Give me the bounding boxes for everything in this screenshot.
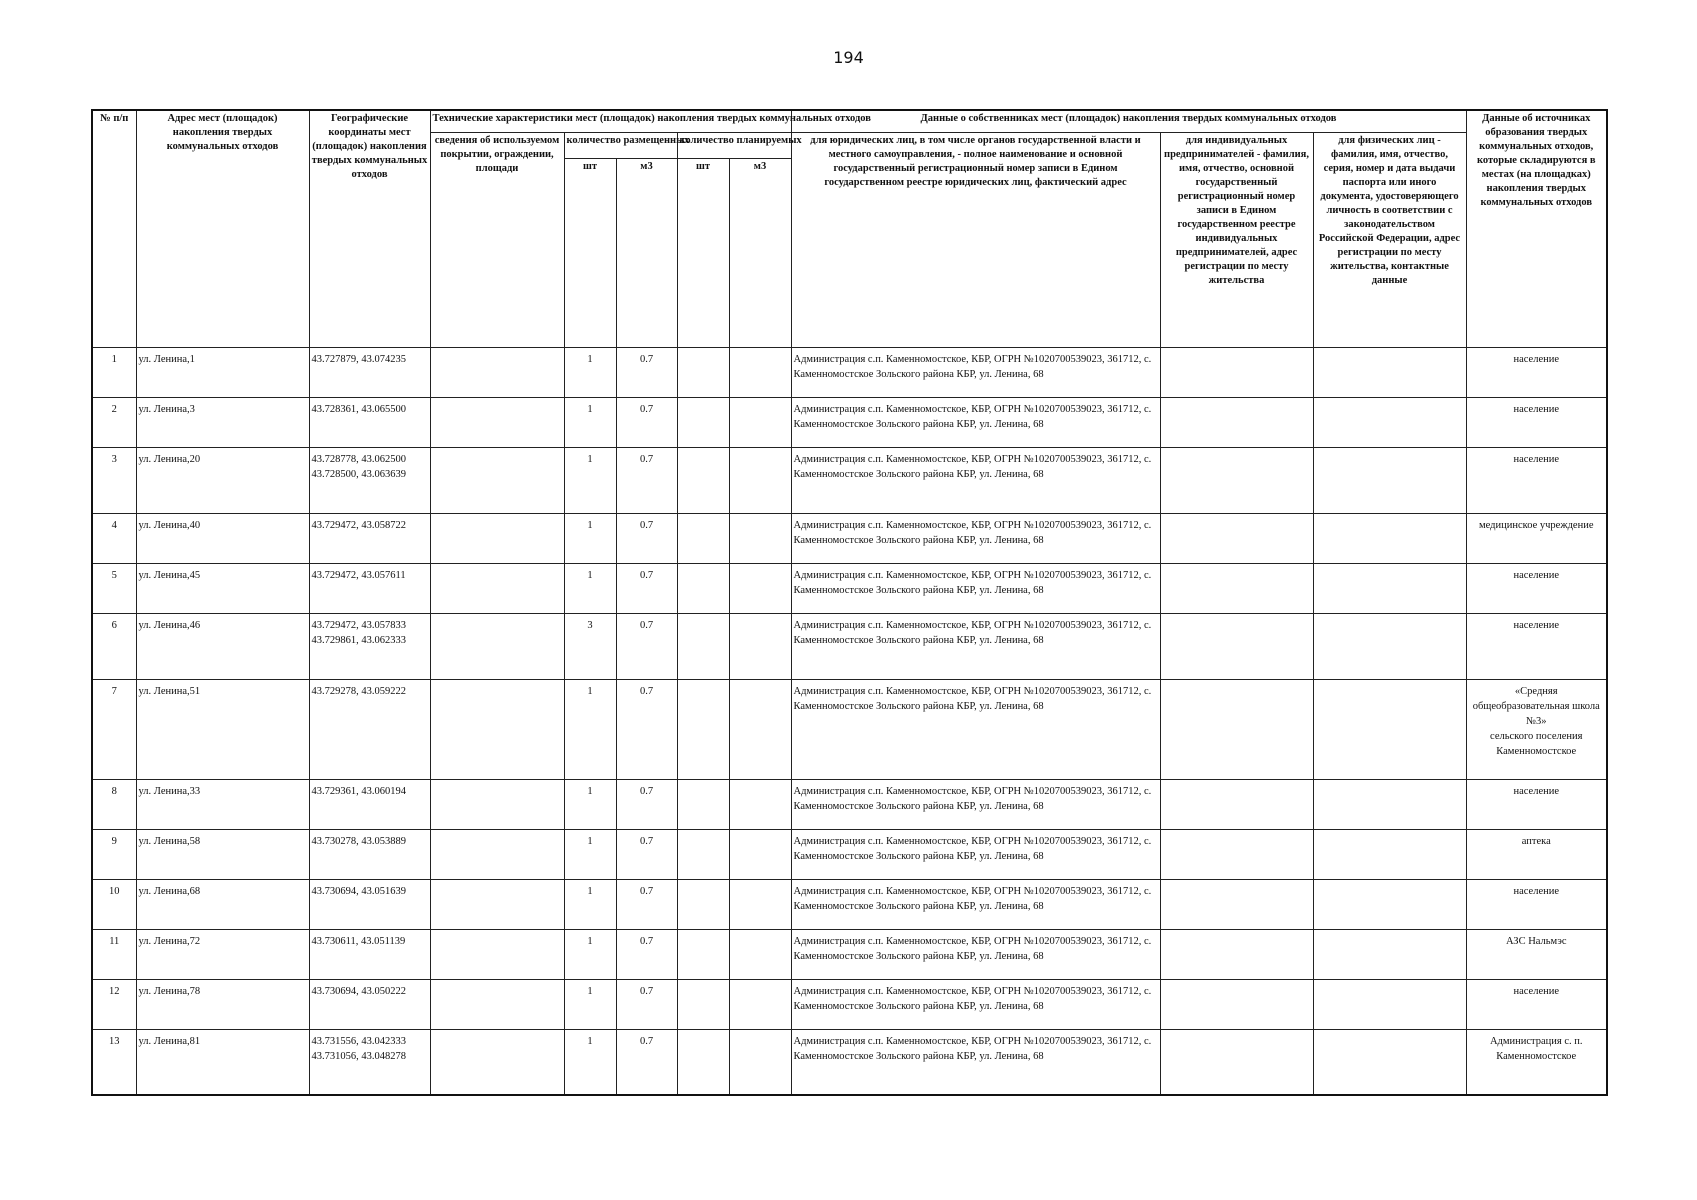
cell-address: ул. Ленина,78	[136, 979, 309, 1029]
cell-address: ул. Ленина,51	[136, 679, 309, 779]
cell-planned-m3	[729, 613, 791, 679]
cell-planned-pcs	[677, 879, 729, 929]
cell-tech-cover	[430, 779, 564, 829]
cell-owner-legal: Администрация с.п. Каменномостское, КБР, ОГРН №1020700539023, 361712, с. Каменномостское Зольского района КБР, ул. Ленина, 68	[791, 513, 1160, 563]
waste-sites-registry-table	[91, 109, 1608, 1096]
cell-owner-ip	[1160, 979, 1313, 1029]
cell-planned-pcs	[677, 563, 729, 613]
cell-planned-m3	[729, 347, 791, 397]
cell-num: 5	[92, 563, 136, 613]
cell-placed-m3: 0.7	[616, 929, 677, 979]
header-qty-placed: количество размещенных	[564, 132, 677, 158]
cell-num: 12	[92, 979, 136, 1029]
cell-source: население	[1466, 447, 1607, 513]
cell-coords: 43.728361, 43.065500	[309, 397, 430, 447]
cell-coords: 43.730694, 43.050222	[309, 979, 430, 1029]
cell-planned-m3	[729, 513, 791, 563]
cell-num: 1	[92, 347, 136, 397]
cell-num: 2	[92, 397, 136, 447]
cell-planned-pcs	[677, 1029, 729, 1095]
table-row	[92, 829, 1607, 879]
cell-owner-legal: Администрация с.п. Каменномостское, КБР, ОГРН №1020700539023, 361712, с. Каменномостское Зольского района КБР, ул. Ленина, 68	[791, 979, 1160, 1029]
cell-owner-ip	[1160, 513, 1313, 563]
header-coords: Географические координаты мест (площадок) накопления твердых коммунальных отходов	[309, 110, 430, 347]
cell-num: 13	[92, 1029, 136, 1095]
cell-coords: 43.727879, 43.074235	[309, 347, 430, 397]
cell-owner-ip	[1160, 563, 1313, 613]
cell-coords: 43.730694, 43.051639	[309, 879, 430, 929]
cell-address: ул. Ленина,40	[136, 513, 309, 563]
cell-placed-m3: 0.7	[616, 397, 677, 447]
cell-address: ул. Ленина,72	[136, 929, 309, 979]
cell-owner-legal: Администрация с.п. Каменномостское, КБР, ОГРН №1020700539023, 361712, с. Каменномостское Зольского района КБР, ул. Ленина, 68	[791, 779, 1160, 829]
cell-address: ул. Ленина,45	[136, 563, 309, 613]
cell-placed-pcs: 1	[564, 979, 616, 1029]
cell-tech-cover	[430, 829, 564, 879]
cell-address: ул. Ленина,81	[136, 1029, 309, 1095]
cell-owner-ip	[1160, 347, 1313, 397]
cell-planned-m3	[729, 979, 791, 1029]
table-row	[92, 347, 1607, 397]
table-row	[92, 979, 1607, 1029]
cell-owner-ip	[1160, 879, 1313, 929]
cell-coords: 43.731556, 43.042333 43.731056, 43.048278	[309, 1029, 430, 1095]
cell-placed-m3: 0.7	[616, 879, 677, 929]
cell-planned-pcs	[677, 979, 729, 1029]
cell-owner-legal: Администрация с.п. Каменномостское, КБР, ОГРН №1020700539023, 361712, с. Каменномостское Зольского района КБР, ул. Ленина, 68	[791, 679, 1160, 779]
cell-source: население	[1466, 347, 1607, 397]
cell-address: ул. Ленина,46	[136, 613, 309, 679]
cell-tech-cover	[430, 447, 564, 513]
cell-owner-ip	[1160, 829, 1313, 879]
cell-planned-m3	[729, 929, 791, 979]
cell-tech-cover	[430, 879, 564, 929]
cell-placed-m3: 0.7	[616, 979, 677, 1029]
cell-owner-ip	[1160, 779, 1313, 829]
cell-placed-m3: 0.7	[616, 679, 677, 779]
cell-placed-pcs: 1	[564, 829, 616, 879]
cell-coords: 43.728778, 43.062500 43.728500, 43.063639	[309, 447, 430, 513]
cell-owner-phys	[1313, 879, 1466, 929]
cell-coords: 43.729472, 43.058722	[309, 513, 430, 563]
cell-address: ул. Ленина,20	[136, 447, 309, 513]
cell-num: 4	[92, 513, 136, 563]
header-placed-pcs: шт	[564, 158, 616, 347]
header-owners-ip: для индивидуальных предпринимателей - фамилия, имя, отчество, основной государственный регистрационный номер записи в Едином государственном реестре индивидуальных предпринимателей, адрес регистрации по месту жительства	[1160, 132, 1313, 347]
table-row	[92, 513, 1607, 563]
header-owners-group: Данные о собственниках мест (площадок) накопления твердых коммунальных отходов	[791, 110, 1466, 132]
cell-num: 3	[92, 447, 136, 513]
header-num: № п/п	[92, 110, 136, 347]
cell-source: «Средняя общеобразовательная школа №3» сельского поселения Каменномостское	[1466, 679, 1607, 779]
cell-placed-pcs: 1	[564, 563, 616, 613]
cell-placed-m3: 0.7	[616, 447, 677, 513]
cell-planned-pcs	[677, 347, 729, 397]
cell-placed-m3: 0.7	[616, 513, 677, 563]
cell-planned-pcs	[677, 779, 729, 829]
cell-owner-phys	[1313, 513, 1466, 563]
table-body	[92, 347, 1607, 1095]
header-sources: Данные об источниках образования твердых коммунальных отходов, которые складируются в местах (на площадках) накопления твердых коммунальных отходов	[1466, 110, 1607, 347]
table-row	[92, 779, 1607, 829]
cell-num: 11	[92, 929, 136, 979]
cell-owner-phys	[1313, 1029, 1466, 1095]
cell-owner-legal: Администрация с.п. Каменномостское, КБР, ОГРН №1020700539023, 361712, с. Каменномостское Зольского района КБР, ул. Ленина, 68	[791, 613, 1160, 679]
cell-tech-cover	[430, 513, 564, 563]
cell-source: аптека	[1466, 829, 1607, 879]
table-row	[92, 929, 1607, 979]
header-tech-group: Технические характеристики мест (площадок) накопления твердых коммунальных отходов	[430, 110, 791, 132]
cell-owner-ip	[1160, 929, 1313, 979]
cell-address: ул. Ленина,33	[136, 779, 309, 829]
cell-planned-pcs	[677, 447, 729, 513]
cell-placed-pcs: 1	[564, 513, 616, 563]
cell-planned-m3	[729, 879, 791, 929]
cell-owner-phys	[1313, 779, 1466, 829]
cell-placed-pcs: 1	[564, 1029, 616, 1095]
cell-num: 10	[92, 879, 136, 929]
cell-owner-phys	[1313, 929, 1466, 979]
cell-source: население	[1466, 779, 1607, 829]
cell-owner-legal: Администрация с.п. Каменномостское, КБР, ОГРН №1020700539023, 361712, с. Каменномостское Зольского района КБР, ул. Ленина, 68	[791, 397, 1160, 447]
cell-owner-phys	[1313, 679, 1466, 779]
cell-source: население	[1466, 397, 1607, 447]
cell-planned-m3	[729, 397, 791, 447]
cell-owner-legal: Администрация с.п. Каменномостское, КБР, ОГРН №1020700539023, 361712, с. Каменномостское Зольского района КБР, ул. Ленина, 68	[791, 447, 1160, 513]
cell-tech-cover	[430, 563, 564, 613]
cell-num: 7	[92, 679, 136, 779]
cell-coords: 43.729361, 43.060194	[309, 779, 430, 829]
cell-owner-phys	[1313, 563, 1466, 613]
cell-planned-pcs	[677, 679, 729, 779]
cell-tech-cover	[430, 679, 564, 779]
table-row	[92, 613, 1607, 679]
cell-address: ул. Ленина,68	[136, 879, 309, 929]
cell-coords: 43.729278, 43.059222	[309, 679, 430, 779]
cell-owner-phys	[1313, 979, 1466, 1029]
cell-planned-pcs	[677, 829, 729, 879]
cell-planned-m3	[729, 447, 791, 513]
cell-placed-m3: 0.7	[616, 779, 677, 829]
cell-owner-ip	[1160, 679, 1313, 779]
cell-owner-legal: Администрация с.п. Каменномостское, КБР, ОГРН №1020700539023, 361712, с. Каменномостское Зольского района КБР, ул. Ленина, 68	[791, 347, 1160, 397]
cell-planned-pcs	[677, 929, 729, 979]
cell-source: население	[1466, 979, 1607, 1029]
page-number: 194	[833, 48, 864, 67]
cell-planned-pcs	[677, 397, 729, 447]
cell-address: ул. Ленина,3	[136, 397, 309, 447]
cell-placed-m3: 0.7	[616, 613, 677, 679]
cell-owner-ip	[1160, 447, 1313, 513]
cell-tech-cover	[430, 347, 564, 397]
cell-planned-m3	[729, 679, 791, 779]
cell-owner-legal: Администрация с.п. Каменномостское, КБР, ОГРН №1020700539023, 361712, с. Каменномостское Зольского района КБР, ул. Ленина, 68	[791, 1029, 1160, 1095]
cell-owner-legal: Администрация с.п. Каменномостское, КБР, ОГРН №1020700539023, 361712, с. Каменномостское Зольского района КБР, ул. Ленина, 68	[791, 563, 1160, 613]
header-address: Адрес мест (площадок) накопления твердых коммунальных отходов	[136, 110, 309, 347]
cell-placed-m3: 0.7	[616, 1029, 677, 1095]
cell-source: население	[1466, 879, 1607, 929]
cell-num: 6	[92, 613, 136, 679]
cell-owner-phys	[1313, 613, 1466, 679]
cell-num: 8	[92, 779, 136, 829]
cell-coords: 43.729472, 43.057833 43.729861, 43.062333	[309, 613, 430, 679]
header-owners-phys: для физических лиц - фамилия, имя, отчество, серия, номер и дата выдачи паспорта или иного документа, удостоверяющего личность в соответствии с законодательством Российской Федерации, адрес регистрации по месту жительства, контактные данные	[1313, 132, 1466, 347]
cell-tech-cover	[430, 613, 564, 679]
cell-planned-m3	[729, 779, 791, 829]
header-owners-legal: для юридических лиц, в том числе органов государственной власти и местного самоуправления, - полное наименование и основной государственный регистрационный номер записи в Едином государственном реестре юридических лиц, фактический адрес	[791, 132, 1160, 347]
cell-placed-pcs: 1	[564, 879, 616, 929]
cell-source: население	[1466, 563, 1607, 613]
cell-planned-m3	[729, 829, 791, 879]
table-row	[92, 397, 1607, 447]
cell-source: медицинское учреждение	[1466, 513, 1607, 563]
cell-placed-pcs: 1	[564, 347, 616, 397]
cell-owner-legal: Администрация с.п. Каменномостское, КБР, ОГРН №1020700539023, 361712, с. Каменномостское Зольского района КБР, ул. Ленина, 68	[791, 929, 1160, 979]
table-row	[92, 1029, 1607, 1095]
cell-source: Администрация с. п. Каменномостское	[1466, 1029, 1607, 1095]
header-qty-planned: количество планируемых	[677, 132, 791, 158]
cell-address: ул. Ленина,58	[136, 829, 309, 879]
cell-owner-phys	[1313, 347, 1466, 397]
cell-placed-pcs: 3	[564, 613, 616, 679]
header-planned-m3: м3	[729, 158, 791, 347]
cell-owner-phys	[1313, 447, 1466, 513]
header-planned-pcs: шт	[677, 158, 729, 347]
table-row	[92, 679, 1607, 779]
cell-coords: 43.730278, 43.053889	[309, 829, 430, 879]
cell-tech-cover	[430, 397, 564, 447]
cell-owner-phys	[1313, 397, 1466, 447]
cell-placed-m3: 0.7	[616, 829, 677, 879]
cell-num: 9	[92, 829, 136, 879]
cell-placed-pcs: 1	[564, 929, 616, 979]
cell-owner-ip	[1160, 613, 1313, 679]
header-placed-m3: м3	[616, 158, 677, 347]
cell-placed-pcs: 1	[564, 779, 616, 829]
table-row	[92, 447, 1607, 513]
cell-source: АЗС Нальмэс	[1466, 929, 1607, 979]
cell-owner-ip	[1160, 397, 1313, 447]
table-row	[92, 563, 1607, 613]
cell-placed-pcs: 1	[564, 447, 616, 513]
cell-planned-m3	[729, 563, 791, 613]
table-row	[92, 879, 1607, 929]
table-header	[92, 110, 1607, 347]
cell-tech-cover	[430, 979, 564, 1029]
cell-coords: 43.729472, 43.057611	[309, 563, 430, 613]
cell-owner-phys	[1313, 829, 1466, 879]
cell-owner-ip	[1160, 1029, 1313, 1095]
cell-placed-pcs: 1	[564, 679, 616, 779]
cell-placed-m3: 0.7	[616, 563, 677, 613]
cell-tech-cover	[430, 1029, 564, 1095]
cell-owner-legal: Администрация с.п. Каменномостское, КБР, ОГРН №1020700539023, 361712, с. Каменномостское Зольского района КБР, ул. Ленина, 68	[791, 829, 1160, 879]
cell-coords: 43.730611, 43.051139	[309, 929, 430, 979]
cell-planned-pcs	[677, 613, 729, 679]
cell-placed-m3: 0.7	[616, 347, 677, 397]
cell-source: население	[1466, 613, 1607, 679]
cell-planned-pcs	[677, 513, 729, 563]
cell-tech-cover	[430, 929, 564, 979]
header-tech-cover: сведения об используемом покрытии, ограждении, площади	[430, 132, 564, 347]
cell-placed-pcs: 1	[564, 397, 616, 447]
cell-address: ул. Ленина,1	[136, 347, 309, 397]
cell-owner-legal: Администрация с.п. Каменномостское, КБР, ОГРН №1020700539023, 361712, с. Каменномостское Зольского района КБР, ул. Ленина, 68	[791, 879, 1160, 929]
cell-planned-m3	[729, 1029, 791, 1095]
